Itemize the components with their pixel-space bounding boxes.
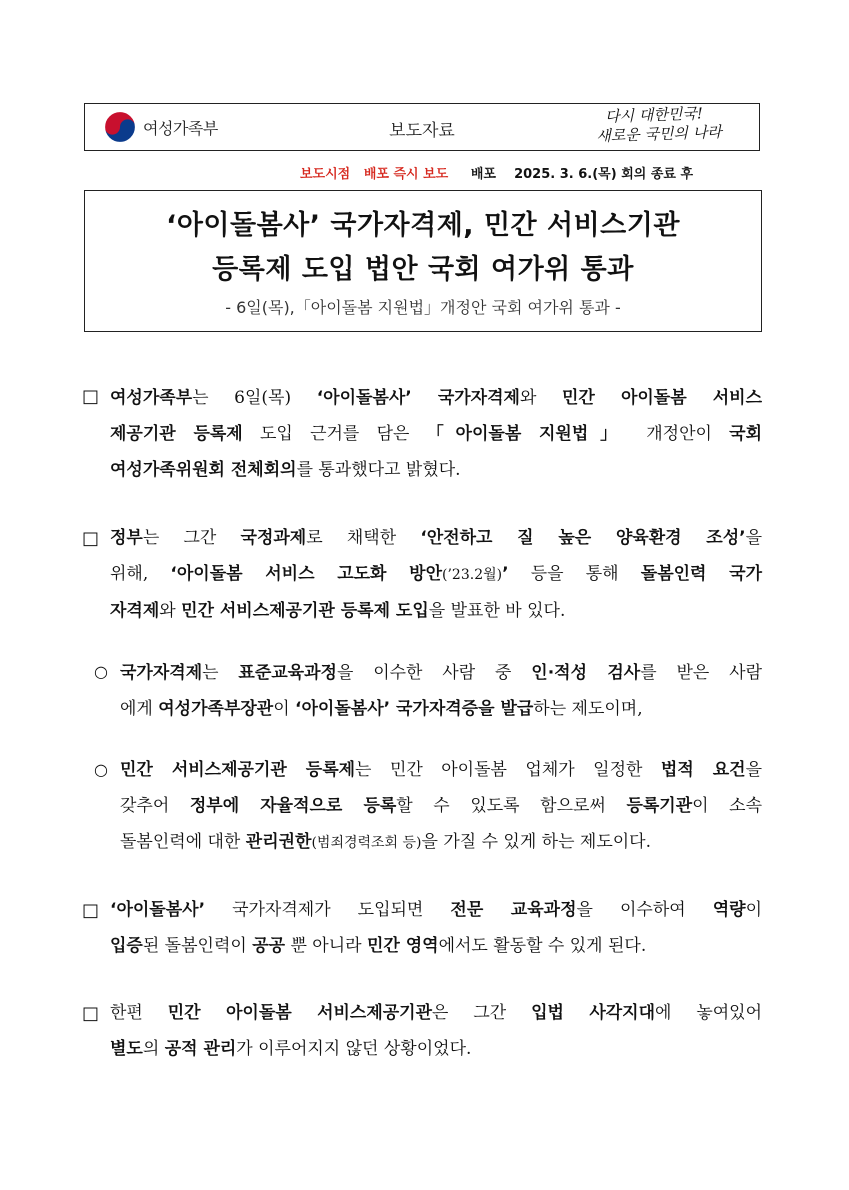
header-box xyxy=(84,103,760,151)
p2-line-1: 정부는 그간 국정과제로 채택한 ‘안전하고 질 높은 양육환경 조성’을 xyxy=(110,528,763,548)
square-bullet: □ xyxy=(82,1003,100,1024)
title-line-2: 등록제 도입 법안 국회 여가위 통과 xyxy=(212,254,634,285)
p5-line-1: ‘아이돌봄사’ 국가자격제가 도입되면 전문 교육과정을 이수하여 역량이 xyxy=(110,900,763,920)
title-line-1: ‘아이돌봄사’ 국가자격제, 민간 서비스기관 xyxy=(166,210,680,241)
circle-bullet: ○ xyxy=(94,760,108,779)
paragraph-1 xyxy=(110,380,762,488)
p5-line-2: 입증된 돌봄인력이 공공 뿐 아니라 민간 영역에서도 활동할 수 있게 된다. xyxy=(110,936,647,956)
p2-line-2: 위해, ‘아이돌봄 서비스 고도화 방안(’23.2월)’ 등을 통해 돌봄인력 국가 xyxy=(110,564,763,584)
p3-line-1: 국가자격제는 표준교육과정을 이수한 사람 중 인·적성 검사를 받은 사람 xyxy=(120,663,762,683)
paragraph-2 xyxy=(110,520,762,629)
title-box xyxy=(84,190,762,332)
paragraph-6 xyxy=(110,995,762,1067)
slogan xyxy=(569,106,739,148)
square-bullet: □ xyxy=(82,528,100,549)
doc-type: 보도자료 xyxy=(389,121,455,141)
p1-line-1: 여성가족부는 6일(목) ‘아이돌봄사’ 국가자격제와 민간 아이돌봄 서비스 xyxy=(110,388,763,408)
subtitle: - 6일(목),「아이돌봄 지원법」개정안 국회 여가위 통과 - xyxy=(225,298,621,317)
paragraph-3 xyxy=(120,655,762,727)
square-bullet: □ xyxy=(82,900,100,921)
p4-line-2: 갖추어 정부에 자율적으로 등록할 수 있도록 함으로써 등록기관이 소속 xyxy=(120,796,763,816)
release-timing-value: 배포 즉시 보도 xyxy=(363,167,449,182)
paragraph-4 xyxy=(120,752,762,861)
distribution-value: 2025. 3. 6.(목) 회의 종료 후 xyxy=(514,167,694,182)
circle-bullet: ○ xyxy=(94,662,108,681)
p1-line-3: 여성가족위원회 전체회의를 통과했다고 밝혔다. xyxy=(110,460,461,480)
paragraph-5 xyxy=(110,892,762,964)
slogan-line-1: 다시 대한민국! xyxy=(604,104,704,126)
p1-line-2: 제공기관 등록제 도입 근거를 담은 「아이돌봄 지원법」 개정안이 국회 xyxy=(110,424,763,444)
p4-line-3: 돌봄인력에 대한 관리권한(범죄경력조회 등)을 가질 수 있게 하는 제도이다. xyxy=(120,832,652,852)
ministry-name: 여성가족부 xyxy=(143,118,218,138)
release-timing-label: 보도시점 xyxy=(300,167,351,182)
square-bullet: □ xyxy=(82,386,100,407)
p3-line-2: 에게 여성가족부장관이 ‘아이돌봄사’ 국가자격증을 발급하는 제도이며, xyxy=(120,699,643,719)
slogan-line-2: 새로운 국민의 나라 xyxy=(595,122,722,146)
p6-line-2: 별도의 공적 관리가 이루어지지 않던 상황이었다. xyxy=(110,1039,472,1059)
p4-line-1: 민간 서비스제공기관 등록제는 민간 아이돌봄 업체가 일정한 법적 요건을 xyxy=(120,760,763,780)
p2-line-3: 자격제와 민간 서비스제공기관 등록제 도입을 발표한 바 있다. xyxy=(110,601,566,621)
p6-line-1: 한편 민간 아이돌봄 서비스제공기관은 그간 입법 사각지대에 놓여있어 xyxy=(110,1003,763,1023)
release-info xyxy=(300,163,760,182)
distribution-label: 배포 xyxy=(470,167,496,182)
